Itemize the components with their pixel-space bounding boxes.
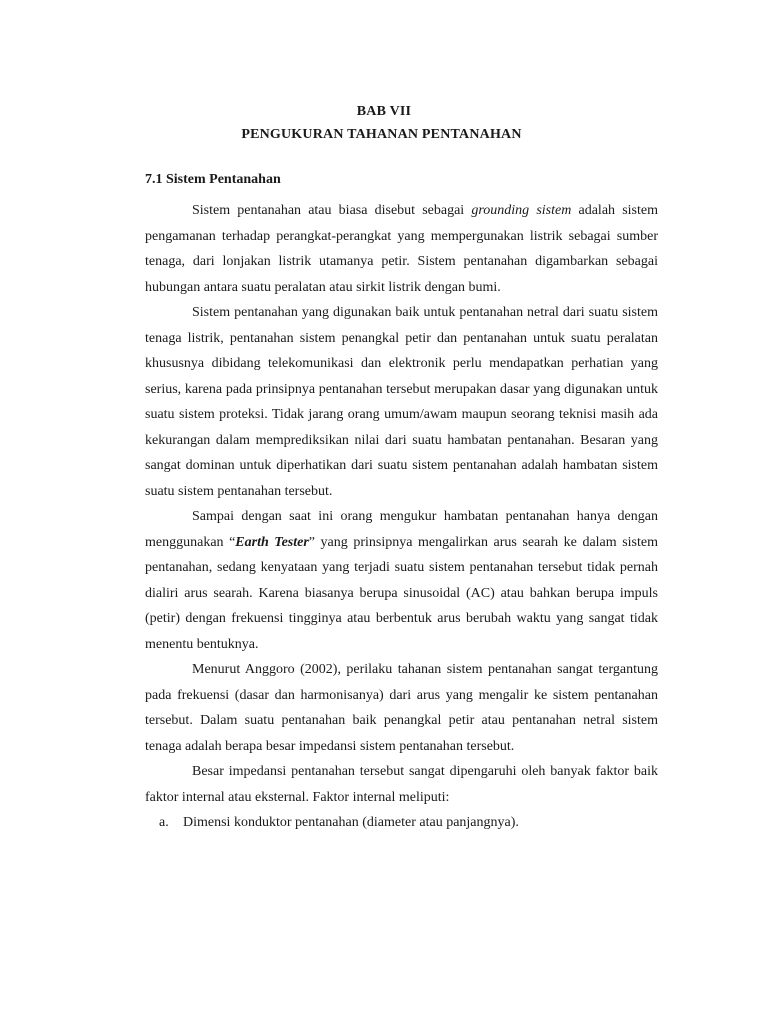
section-heading: 7.1 Sistem Pentanahan xyxy=(145,172,281,187)
paragraph-1-text-a: Sistem pentanahan atau biasa disebut sebagai xyxy=(192,203,472,218)
paragraph-1 xyxy=(145,198,658,300)
paragraph-3-emphasis-term: Earth Tester xyxy=(235,534,309,550)
paragraph-4: Menurut Anggoro (2002), perilaku tahanan sistem pentanahan sangat tergantung pada frekuensi (dasar dan harmonisanya) dari arus yang mengalir ke sistem pentanahan tersebut. Dalam suatu pentanahan baik penangkal petir atau pentanahan netral sistem tenaga adalah berapa besar impedansi sistem pentanahan tersebut. xyxy=(145,662,658,754)
chapter-number: BAB VII xyxy=(356,104,412,119)
paragraph-3-text-b: ” yang prinsipnya mengalirkan arus searah ke dalam sistem pentanahan, sedang kenyataan yang terjadi suatu sistem pentanahan tersebut tidak pernah dialiri arus searah. Karena biasanya berupa sinusoidal (AC) atau bahkan berupa impuls (petir) dengan frekuensi tingginya atau berbentuk arus berubah waktu yang sangat tidak menentu bentuknya. xyxy=(145,534,658,652)
body-text xyxy=(145,198,658,836)
list-item-text: Dimensi konduktor pentanahan (diameter atau panjangnya). xyxy=(183,815,519,830)
list-item-marker: a. xyxy=(159,815,169,830)
paragraph-3 xyxy=(145,504,658,657)
factor-list xyxy=(145,810,658,836)
paragraph-1-italic-term: grounding sistem xyxy=(471,203,572,218)
chapter-title: PENGUKURAN TAHANAN PENTANAHAN xyxy=(241,127,522,142)
paragraph-1-text-b: adalah sistem pengamanan terhadap perangkat-perangkat yang mempergunakan listrik sebagai sumber tenaga, dari lonjakan listrik utamanya petir. Sistem pentanahan digambarkan sebagai hubungan antara suatu peralatan atau sirkit listrik dengan bumi. xyxy=(145,203,658,295)
paragraph-3-text-a: Sampai dengan saat ini orang mengukur hambatan pentanahan hanya dengan menggunakan “ xyxy=(145,509,658,550)
paragraph-2: Sistem pentanahan yang digunakan baik untuk pentanahan netral dari suatu sistem tenaga listrik, pentanahan sistem penangkal petir dan pentanahan untuk suatu peralatan khususnya dibidang telekomunikasi dan elektronik perlu mendapatkan perhatian yang serius, karena pada prinsipnya pentanahan tersebut merupakan dasar yang digunakan untuk suatu sistem proteksi. Tidak jarang orang umum/awam maupun seorang teknisi masih ada kekurangan dalam memprediksikan nilai dari suatu hambatan pentanahan. Besaran yang sangat dominan untuk diperhatikan dari suatu sistem pentanahan adalah hambatan sistem suatu sistem pentanahan tersebut. xyxy=(145,305,658,499)
list-item xyxy=(145,810,658,836)
paragraph-5: Besar impedansi pentanahan tersebut sangat dipengaruhi oleh banyak faktor baik faktor internal atau eksternal. Faktor internal meliputi: xyxy=(145,764,658,805)
